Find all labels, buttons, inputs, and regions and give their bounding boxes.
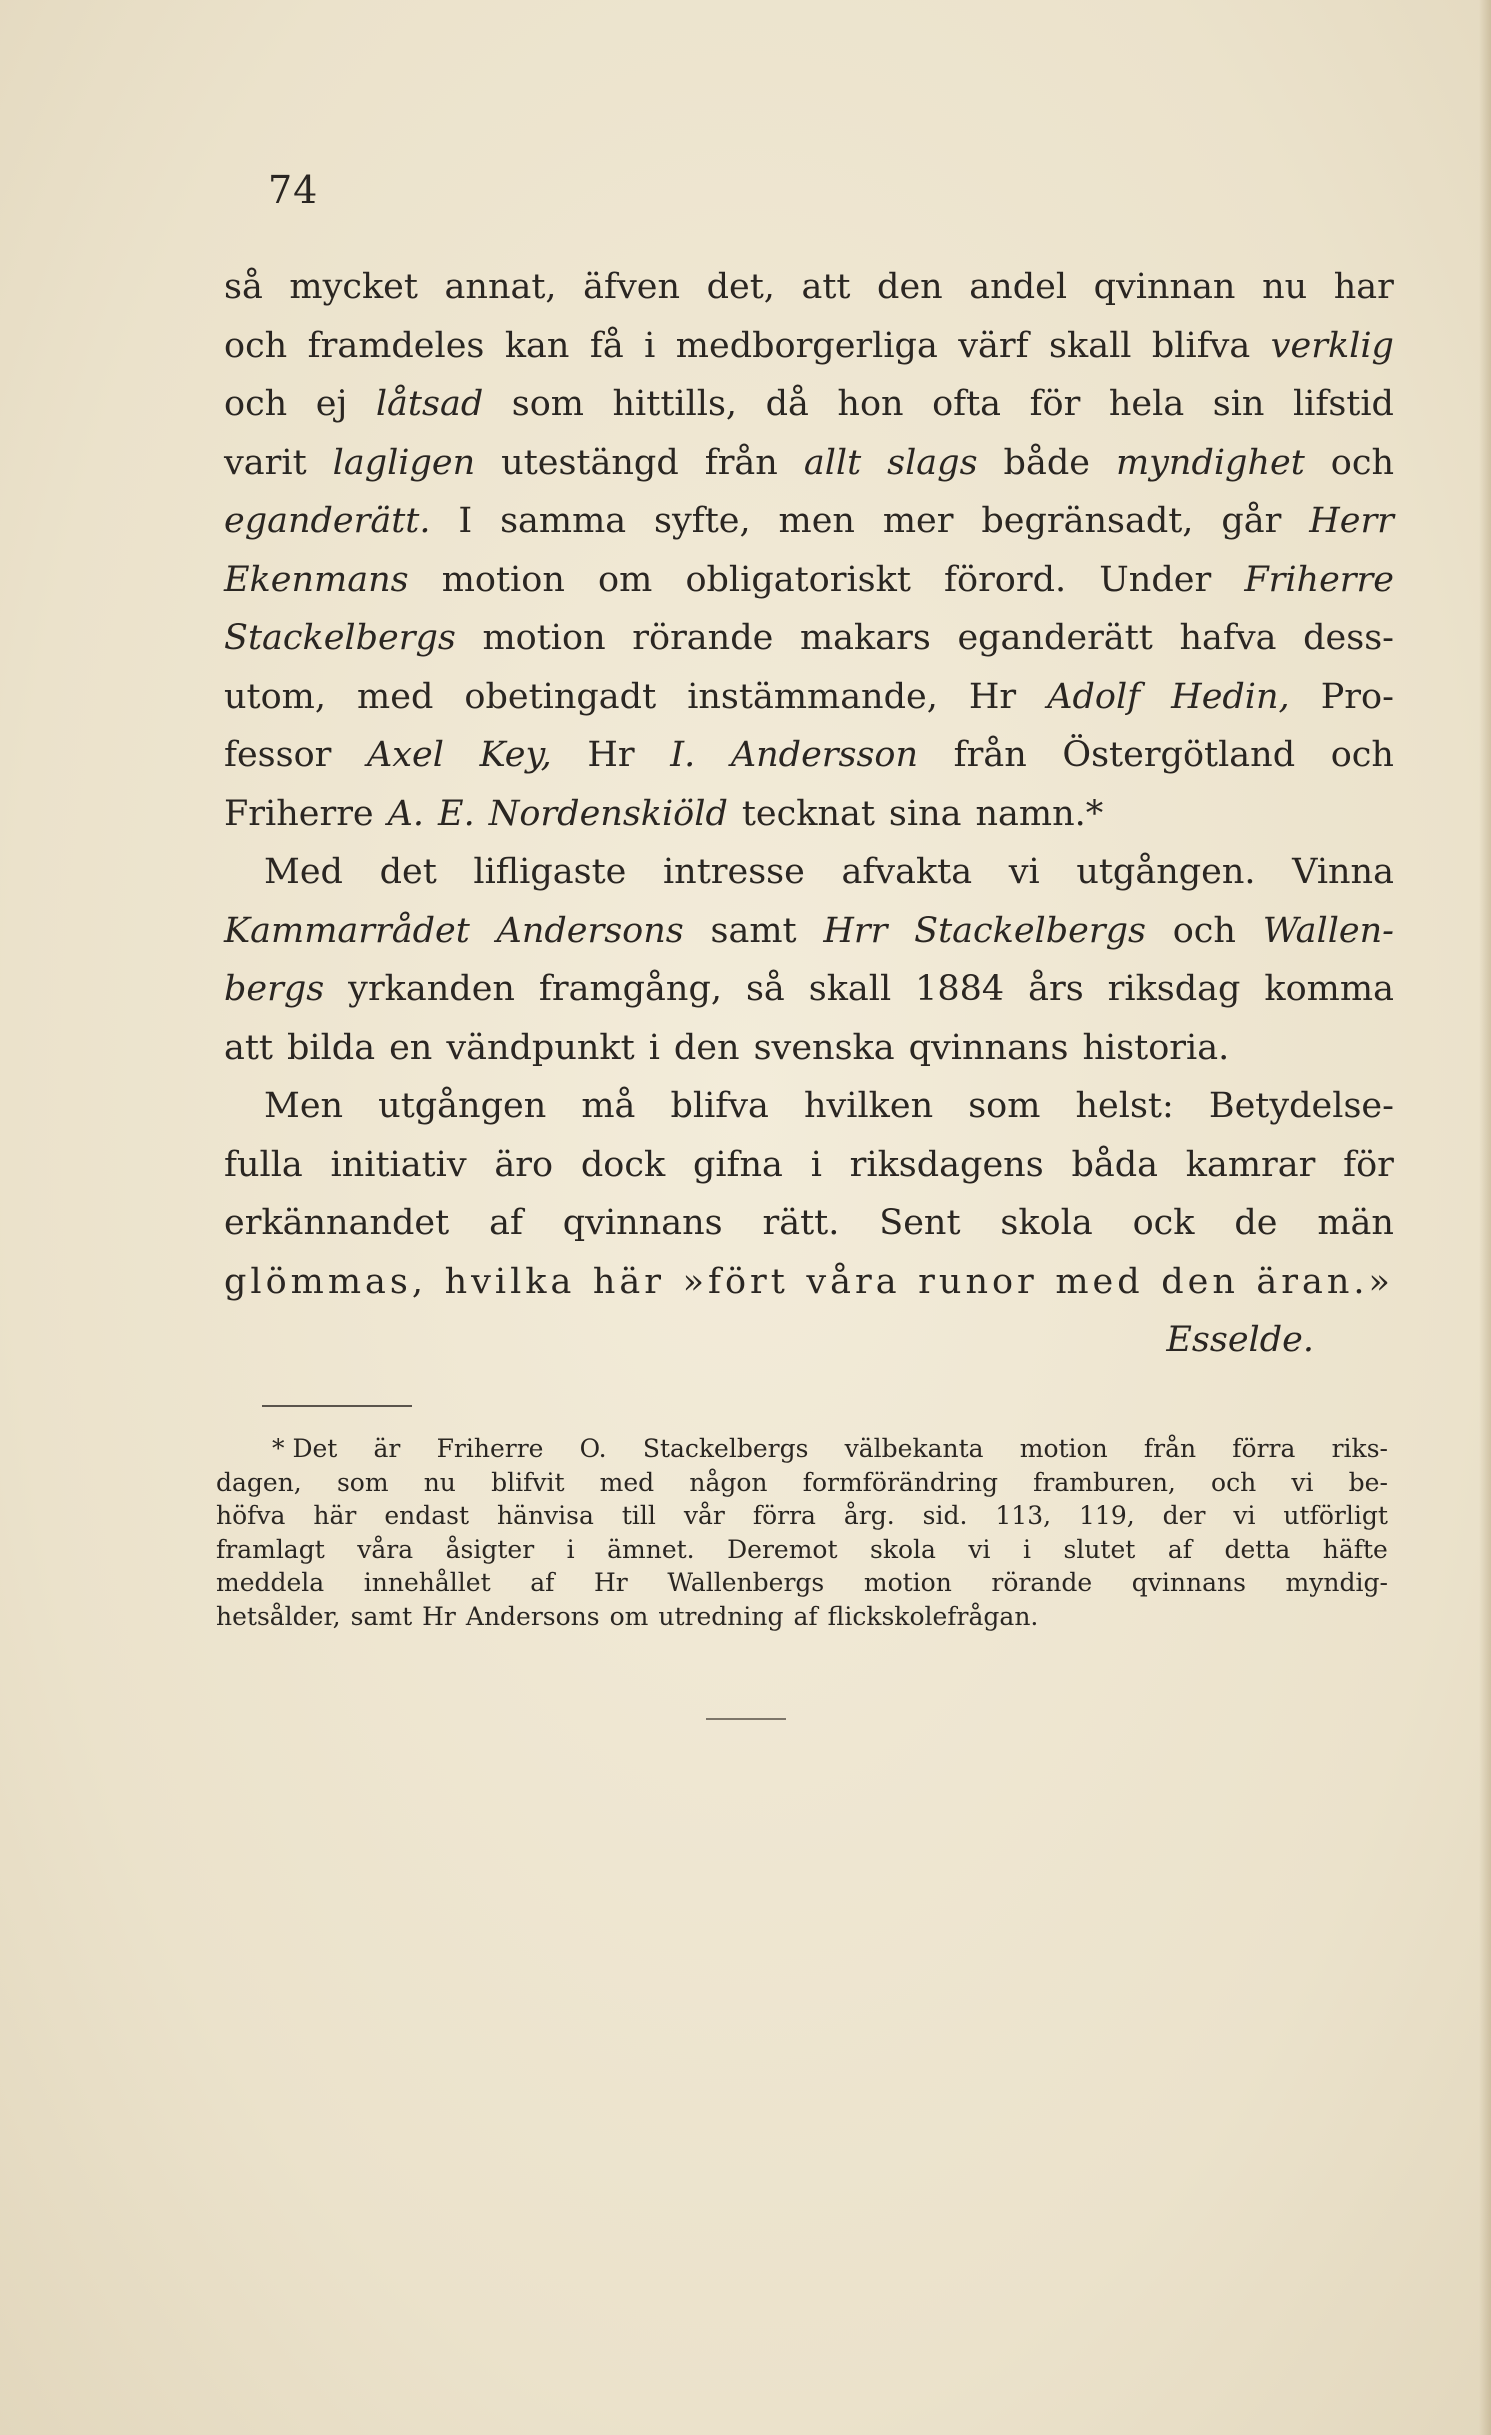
body-word: nu: [1262, 267, 1308, 307]
body-line: [224, 317, 1394, 376]
body-word: Esselde.: [1166, 1320, 1314, 1360]
body-word: Betydelse-: [1208, 1086, 1394, 1126]
body-word: går: [1221, 501, 1282, 541]
body-word: I.: [670, 735, 696, 775]
footnote-word: förra: [752, 1501, 816, 1530]
footnote-word: O.: [579, 1434, 607, 1463]
body-word: värf: [958, 325, 1029, 366]
footnote-word: qvinnans: [1131, 1568, 1246, 1597]
body-word: Östergötland: [1062, 735, 1296, 775]
footnote-word: * Det: [272, 1434, 338, 1463]
body-line: [224, 1194, 1394, 1253]
body-word: fessor: [224, 735, 332, 775]
body-word: myndighet: [1115, 442, 1305, 483]
body-word: Hr: [587, 735, 635, 775]
body-word: annat,: [444, 267, 557, 307]
body-word: Men: [264, 1086, 344, 1126]
body-word: Key,: [479, 735, 552, 775]
body-word: Friherre: [224, 793, 374, 834]
footnote-word: höfva: [216, 1501, 286, 1530]
body-word: låtsad: [375, 384, 484, 424]
body-word: andel: [969, 267, 1068, 307]
body-word: syfte,: [654, 501, 751, 541]
footnote-word: är: [373, 1434, 401, 1463]
body-word: lagligen: [332, 442, 476, 483]
body-word: hela: [1108, 384, 1185, 424]
footnote-word: myndig-: [1285, 1568, 1388, 1597]
body-word: Hedin,: [1171, 676, 1290, 717]
body-word: E.: [438, 793, 475, 834]
footnote-word: hänvisa: [496, 1501, 594, 1530]
body-word: begränsadt,: [981, 501, 1194, 541]
footnote-word: åsigter: [445, 1534, 535, 1564]
footnote-word: i: [566, 1534, 575, 1564]
footnote-word: i: [1023, 1534, 1032, 1564]
footnote-word: från: [1143, 1434, 1197, 1463]
body-word: qvinnans: [562, 1203, 723, 1243]
page-edge-shadow: [1479, 0, 1491, 2435]
footnote-word: Stackelbergs: [642, 1434, 809, 1463]
body-word: äfven: [583, 267, 680, 307]
body-word: att: [801, 267, 851, 307]
footnote-line: [216, 1499, 1388, 1533]
body-word: från: [704, 442, 778, 483]
footnote-word: utförligt: [1283, 1501, 1388, 1530]
body-word: om: [598, 559, 653, 600]
footnote-word: slutet: [1063, 1534, 1136, 1564]
page-number: 74: [268, 168, 319, 212]
body-word: I: [458, 501, 473, 541]
body-word: mer: [882, 501, 954, 541]
body-word: allt: [803, 442, 862, 483]
body-word: utom,: [224, 676, 326, 717]
footnote-word: riks-: [1331, 1434, 1388, 1463]
body-line: [224, 843, 1394, 902]
body-word: äro: [494, 1144, 554, 1185]
body-word: båda: [1071, 1144, 1158, 1185]
body-word: i: [810, 1144, 822, 1185]
body-word: hvilka: [444, 1261, 576, 1302]
body-word: det,: [706, 267, 775, 307]
body-word: kan: [504, 325, 570, 366]
body-word: Kammarrådet: [224, 910, 470, 951]
body-word: med: [357, 676, 434, 717]
body-word: och: [1330, 442, 1394, 483]
body-word: Hr: [968, 676, 1017, 717]
body-word: samma: [500, 501, 627, 541]
body-word: den: [877, 267, 943, 307]
body-line: [224, 1253, 1394, 1312]
body-word: obligatoriskt: [685, 559, 911, 600]
body-word: riksdag: [1107, 969, 1241, 1009]
body-word: Andersson: [730, 735, 919, 775]
body-word: Wallen-: [1262, 910, 1394, 951]
footnote-word: ämnet.: [607, 1534, 695, 1564]
body-word: dess-: [1303, 618, 1394, 658]
body-word: utgången.: [1076, 852, 1256, 892]
body-word: men: [778, 501, 855, 541]
footnote-word: samt: [350, 1601, 413, 1631]
footnote-line: [216, 1466, 1388, 1500]
footnote-word: förra: [1232, 1434, 1296, 1463]
body-word: helst:: [1075, 1086, 1174, 1126]
body-word: ock: [1132, 1203, 1195, 1243]
body-word: med: [1055, 1261, 1144, 1302]
body-word: hittills,: [612, 384, 738, 424]
footnote-word: Hr: [422, 1601, 456, 1631]
body-word: Adolf: [1047, 676, 1141, 717]
footnote-separator: [262, 1405, 412, 1407]
footnote-word: och: [1211, 1467, 1257, 1497]
body-word: ofta: [932, 384, 1002, 424]
footnote-word: 119,: [1079, 1501, 1135, 1530]
body-word: som: [511, 384, 584, 424]
footnote-word: Friherre: [436, 1434, 544, 1463]
body-word: utestängd: [501, 442, 679, 483]
body-line: [224, 1136, 1394, 1195]
body-word: qvinnans: [908, 1027, 1069, 1068]
footnote-word: om: [609, 1601, 649, 1631]
body-word: det: [379, 852, 437, 892]
body-word: utgången: [378, 1086, 547, 1126]
footnote-word: dagen,: [216, 1467, 302, 1497]
footnote-word: häfte: [1322, 1534, 1388, 1564]
body-word: 1884: [915, 969, 1005, 1009]
body-word: qvinnan: [1093, 267, 1236, 307]
body-word: Herr: [1309, 501, 1394, 541]
footnote-word: motion: [1019, 1434, 1108, 1463]
body-word: blifva: [1151, 325, 1251, 366]
body-word: Nordenskiöld: [488, 793, 728, 834]
body-word: framdeles: [307, 325, 485, 366]
body-word: tecknat: [741, 793, 875, 834]
body-word: motion: [441, 559, 565, 600]
footnote-line: [216, 1566, 1388, 1600]
footnote-word: till: [621, 1501, 656, 1530]
body-text: [224, 258, 1394, 1370]
footnote-word: der: [1162, 1501, 1206, 1530]
body-word: äran.»: [1256, 1261, 1394, 1302]
footnote-word: formförändring: [802, 1467, 998, 1497]
body-word: så: [745, 969, 785, 1009]
body-word: skall: [1049, 325, 1132, 366]
body-line: [224, 726, 1394, 785]
body-line: [224, 1311, 1394, 1370]
footnote-word: med: [599, 1467, 655, 1497]
body-word: den: [673, 1027, 740, 1068]
body-word: års: [1028, 969, 1084, 1009]
body-word: här: [592, 1261, 666, 1302]
body-word: glömmas,: [224, 1261, 428, 1302]
body-word: makars: [799, 618, 931, 658]
body-word: för: [1343, 1144, 1394, 1185]
body-line: [224, 551, 1394, 610]
body-line: [224, 609, 1394, 668]
body-word: dock: [580, 1144, 666, 1185]
footnote-word: vår: [683, 1501, 725, 1530]
footnote-word: af: [793, 1601, 818, 1631]
body-word: motion: [482, 618, 606, 658]
body-line: [224, 492, 1394, 551]
footnote-word: årg.: [843, 1501, 895, 1530]
body-word: från: [953, 735, 1027, 775]
footnote-word: sid.: [922, 1501, 968, 1530]
footnote-word: framburen,: [1033, 1467, 1176, 1497]
body-word: Sent: [879, 1203, 961, 1243]
footnote-line: [216, 1432, 1388, 1466]
body-word: namn.*: [975, 793, 1104, 834]
body-line: [224, 785, 1394, 844]
body-word: Hrr: [823, 910, 888, 951]
footnote-line: [216, 1600, 1388, 1634]
body-word: blifva: [670, 1086, 769, 1126]
body-word: obetingadt: [464, 676, 657, 717]
footnote-word: nu: [423, 1467, 456, 1497]
body-line: [224, 1019, 1394, 1078]
footnote-word: meddela: [216, 1568, 325, 1597]
footnote-word: som: [336, 1467, 389, 1497]
footnote-word: framlagt: [216, 1534, 325, 1564]
body-word: »fört: [682, 1261, 789, 1302]
body-word: hon: [837, 384, 904, 424]
body-word: både: [1003, 442, 1090, 483]
body-word: medborgerliga: [675, 325, 938, 366]
body-word: Ekenmans: [224, 559, 409, 600]
body-word: i: [644, 325, 656, 366]
body-word: eganderätt.: [224, 501, 431, 541]
body-word: sina: [888, 793, 962, 834]
footnote-word: Wallenbergs: [667, 1568, 825, 1597]
footnote-word: våra: [357, 1534, 414, 1564]
stray-mark: [706, 1718, 786, 1720]
body-word: har: [1333, 267, 1394, 307]
body-word: svenska: [753, 1027, 895, 1068]
footnote-word: Andersons: [465, 1601, 600, 1631]
body-word: skall: [808, 969, 892, 1009]
body-line: [224, 258, 1394, 317]
footnote-word: vi: [968, 1534, 991, 1564]
body-word: och: [224, 325, 288, 366]
body-word: Stackelbergs: [914, 910, 1146, 951]
body-word: Pro-: [1320, 676, 1394, 717]
body-line: [224, 375, 1394, 434]
body-word: och: [224, 384, 288, 424]
body-word: bilda: [287, 1027, 376, 1068]
footnote-word: flickskolefrågan.: [827, 1601, 1039, 1631]
body-word: A.: [387, 793, 425, 834]
footnote: [216, 1432, 1388, 1633]
body-word: så: [224, 267, 263, 307]
body-word: historia.: [1082, 1027, 1230, 1068]
footnote-word: motion: [863, 1568, 952, 1597]
body-word: samt: [710, 910, 797, 951]
body-word: Under: [1099, 559, 1212, 600]
body-word: initiativ: [330, 1144, 467, 1185]
body-word: vi: [1008, 852, 1040, 892]
body-word: Andersons: [496, 910, 684, 951]
body-word: afvakta: [841, 852, 973, 892]
body-word: lifstid: [1292, 384, 1394, 424]
body-word: må: [581, 1086, 636, 1126]
body-word: riksdagens: [849, 1144, 1044, 1185]
body-word: bergs: [224, 969, 325, 1009]
body-word: de: [1234, 1203, 1278, 1243]
body-word: män: [1317, 1203, 1394, 1243]
body-word: gifna: [692, 1144, 783, 1185]
body-word: då: [765, 384, 809, 424]
body-word: eganderätt: [957, 618, 1153, 658]
body-word: sin: [1212, 384, 1265, 424]
body-word: för: [1029, 384, 1081, 424]
body-word: hafva: [1179, 618, 1277, 658]
body-word: af: [489, 1203, 523, 1243]
body-line: [224, 960, 1394, 1019]
body-word: erkännandet: [224, 1203, 450, 1243]
body-word: komma: [1264, 969, 1394, 1009]
body-word: slags: [887, 442, 978, 483]
body-word: förord.: [944, 559, 1067, 600]
footnote-word: be-: [1348, 1467, 1388, 1497]
body-word: yrkanden: [348, 969, 515, 1009]
footnote-word: hetsålder,: [216, 1601, 341, 1631]
footnote-word: vi: [1291, 1467, 1314, 1497]
body-word: få: [589, 325, 624, 366]
footnote-line: [216, 1533, 1388, 1567]
footnote-word: innehållet: [363, 1568, 491, 1597]
body-word: kamrar: [1185, 1144, 1316, 1185]
body-line: [224, 1077, 1394, 1136]
body-word: framgång,: [538, 969, 722, 1009]
body-word: fulla: [224, 1144, 303, 1185]
body-line: [224, 902, 1394, 961]
footnote-word: endast: [384, 1501, 469, 1530]
body-word: skola: [1000, 1203, 1093, 1243]
body-word: instämmande,: [687, 676, 938, 717]
footnote-word: välbekanta: [844, 1434, 984, 1463]
body-word: intresse: [662, 852, 805, 892]
body-word: som: [968, 1086, 1041, 1126]
body-word: runor: [918, 1261, 1038, 1302]
body-word: att: [224, 1027, 273, 1068]
footnote-word: detta: [1224, 1534, 1291, 1564]
body-word: Vinna: [1292, 852, 1394, 892]
footnote-word: Deremot: [727, 1534, 838, 1564]
body-word: vändpunkt: [446, 1027, 635, 1068]
footnote-word: 113,: [995, 1501, 1052, 1530]
body-word: lifligaste: [473, 852, 627, 892]
body-word: hvilken: [803, 1086, 934, 1126]
body-word: och: [1172, 910, 1236, 951]
footnote-word: skola: [869, 1534, 936, 1564]
body-word: varit: [224, 442, 307, 483]
body-word: Axel: [367, 735, 444, 775]
body-word: ej: [315, 384, 348, 424]
body-word: Med: [264, 852, 343, 892]
body-word: mycket: [289, 267, 418, 307]
footnote-word: blifvit: [491, 1467, 565, 1497]
footnote-word: rörande: [991, 1568, 1093, 1597]
footnote-word: af: [530, 1568, 555, 1597]
body-word: rörande: [632, 618, 774, 658]
footnote-word: här: [313, 1501, 357, 1530]
body-line: [224, 668, 1394, 727]
footnote-word: Hr: [594, 1568, 628, 1597]
footnote-word: någon: [689, 1467, 768, 1497]
body-word: och: [1330, 735, 1394, 775]
body-word: Friherre: [1244, 559, 1394, 600]
body-line: [224, 434, 1394, 493]
body-word: den: [1161, 1261, 1239, 1302]
footnote-word: utredning: [658, 1601, 784, 1631]
footnote-word: vi: [1233, 1501, 1256, 1530]
body-word: Stackelbergs: [224, 618, 456, 658]
body-word: verklig: [1270, 325, 1394, 366]
footnote-word: af: [1167, 1534, 1192, 1564]
body-word: våra: [806, 1261, 901, 1302]
body-word: en: [389, 1027, 433, 1068]
body-word: i: [648, 1027, 660, 1068]
body-word: rätt.: [762, 1203, 840, 1243]
